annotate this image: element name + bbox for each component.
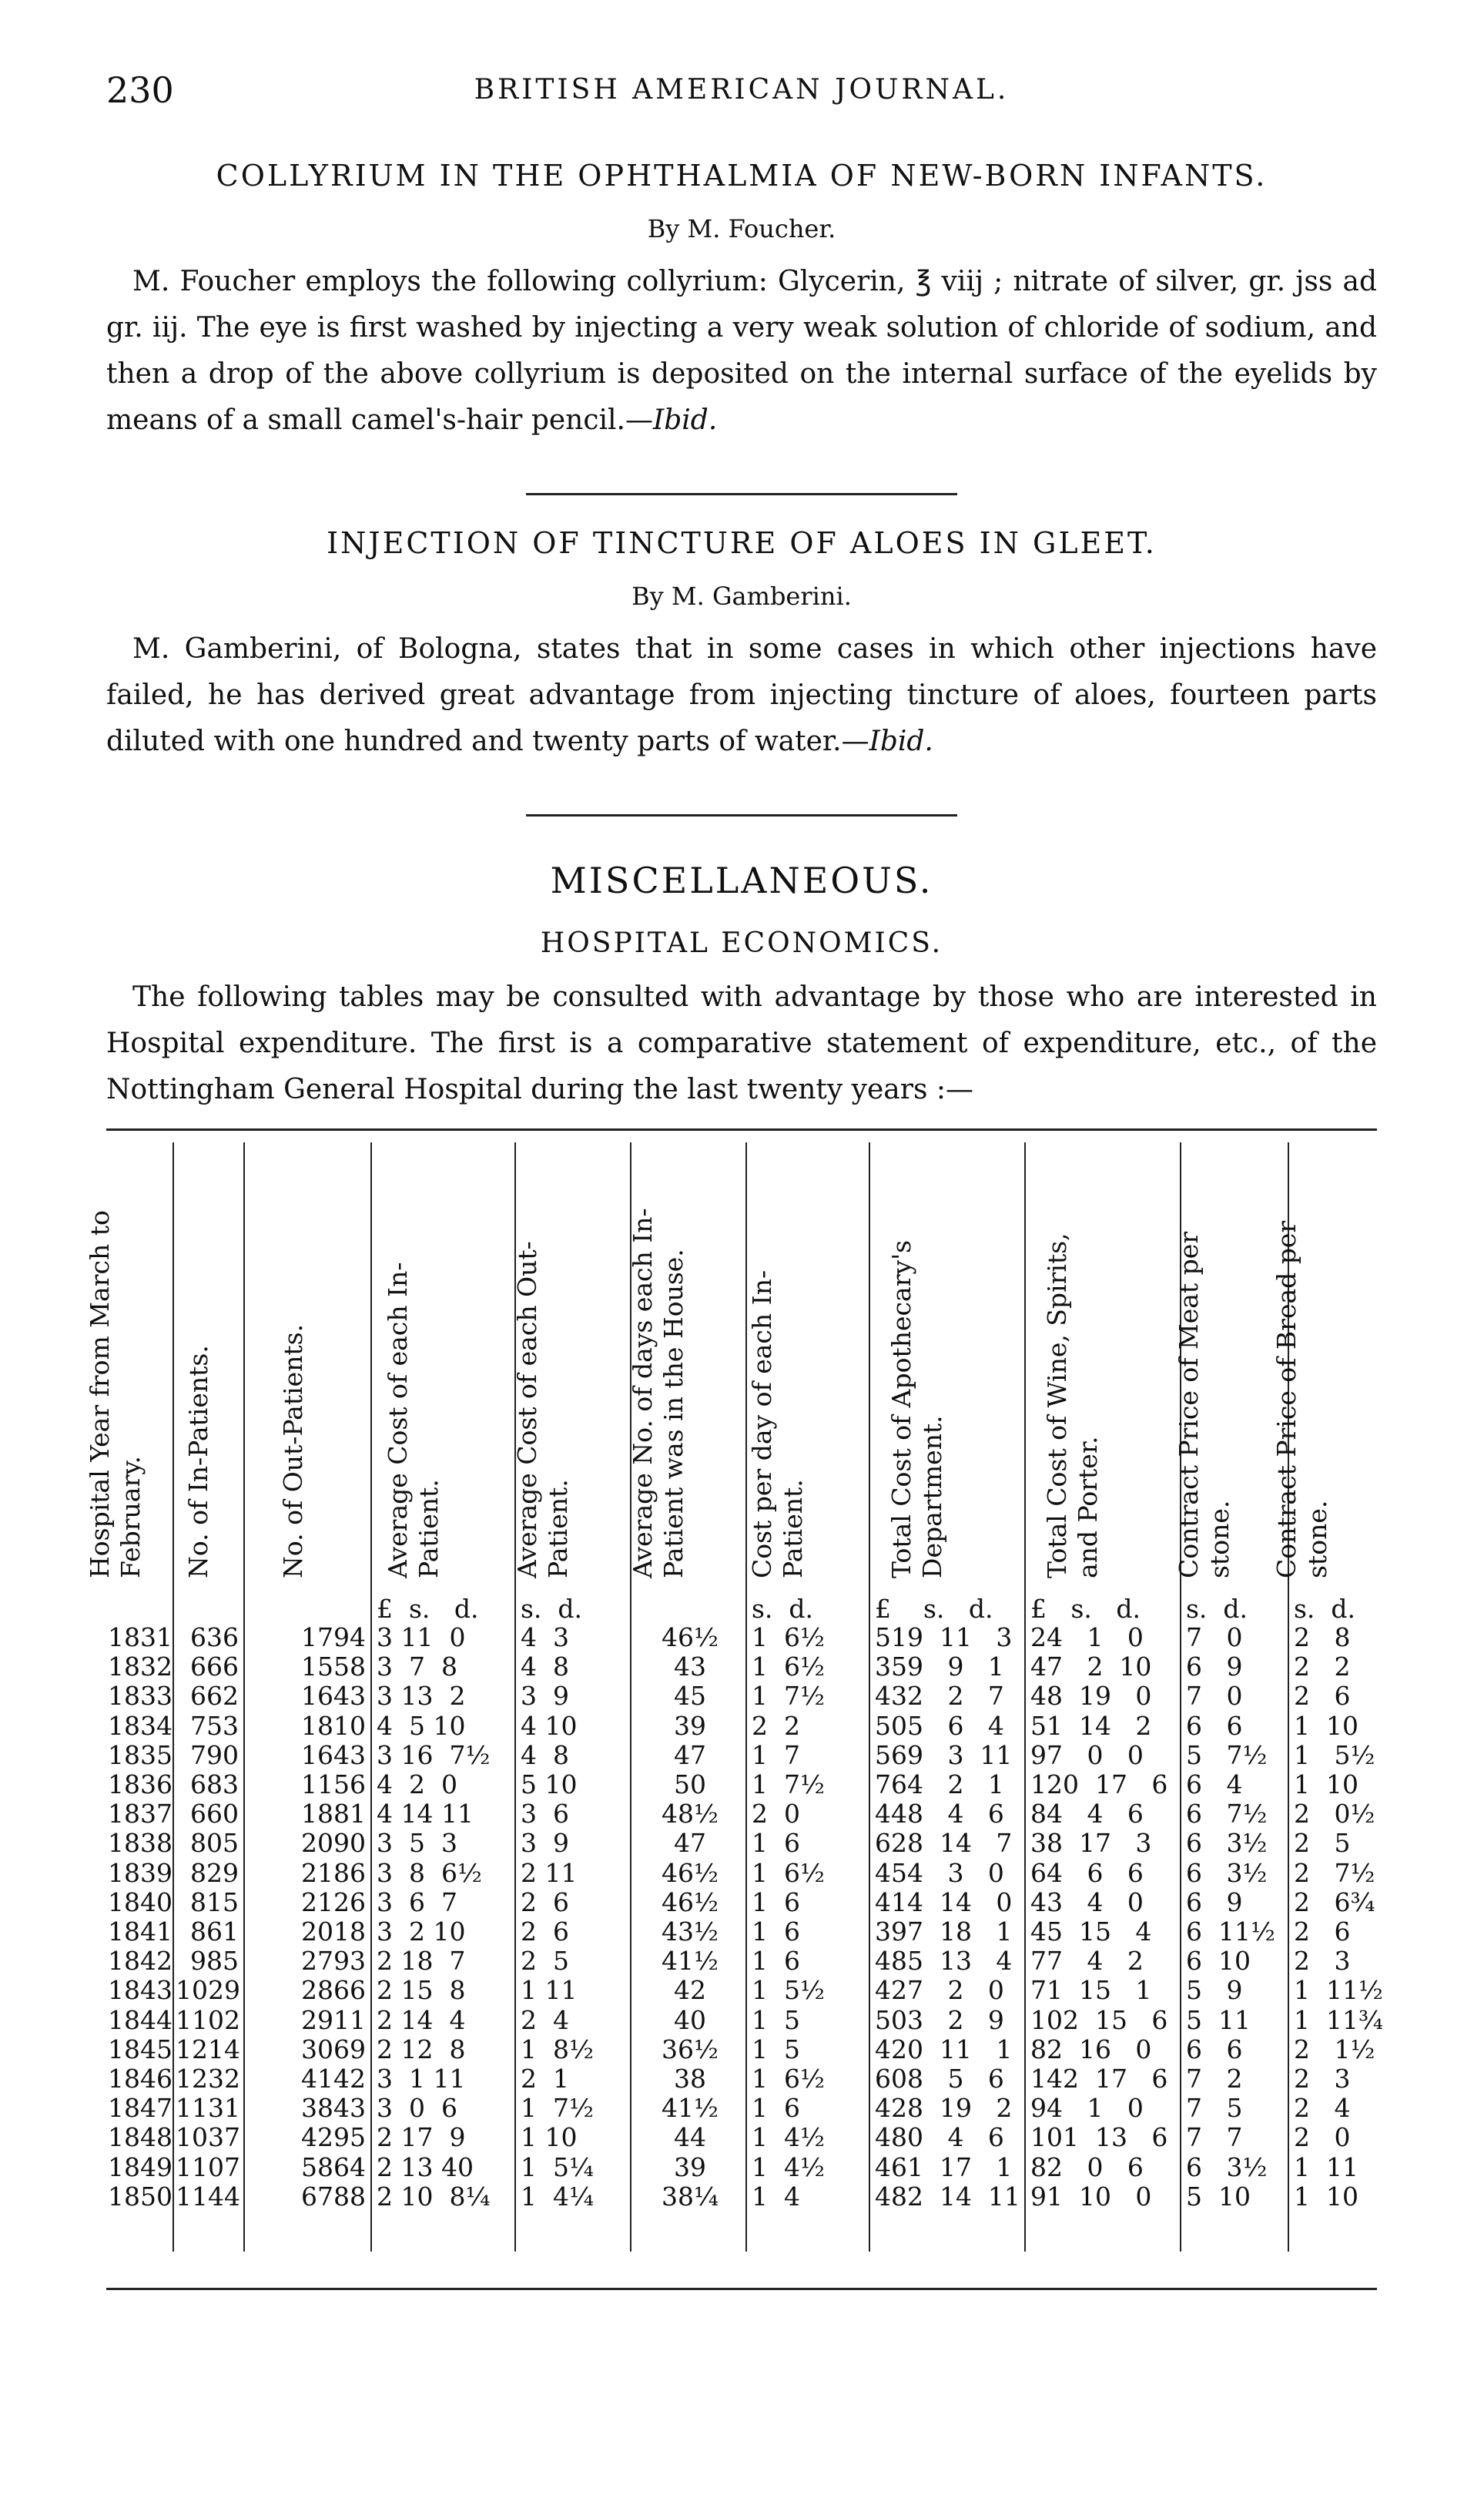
table-cell: 1 10 [1294,1710,1358,1741]
table-cell: 1 4½ [752,2122,825,2153]
table-cell: 569 3 11 [875,1739,1013,1770]
table-cell: 1102 [176,2004,240,2035]
table-cell: 2 17 9 [377,2122,466,2153]
article-body-aloes: M. Gamberini, of Bologna, states that in some cases in which other injections have failed, he has derived great advantage from injecting tincture of aloes, fourteen parts diluted with one hundred and twenty parts of water.—Ibid. [106,633,1377,757]
table-cell: 861 [190,1916,239,1947]
table-cell: 120 17 6 [1030,1769,1168,1799]
section-divider [526,493,957,495]
table-cell: 4 8 [521,1739,569,1770]
table-cell: 3 6 7 [377,1886,457,1917]
table-cell: 1 8½ [521,2034,594,2064]
table-cell: 1794 [301,1622,366,1652]
table-cell: 7 0 [1186,1622,1243,1652]
table-cell: 461 17 1 [875,2151,1013,2182]
column-header-label: Total Cost of Apothecary's Department. [886,1239,947,1578]
table-cell: 39 [674,2151,706,2182]
table-cell: 1029 [176,1975,240,2006]
table-cell: 3 5 3 [377,1828,457,1859]
column-separator [370,1142,372,2252]
table-cell: 2 8 [1294,1622,1351,1652]
column-header-label: No. of Out-Patients. [277,1323,308,1578]
column-header-label: Average Cost of each Out- Patient. [512,1241,573,1578]
table-cell: 6 3½ [1186,1828,1268,1859]
table-cell: 3 9 [521,1681,569,1712]
table-cell: 2 13 40 [377,2151,474,2182]
hospital-economics-table [85,1128,1383,2292]
table-cell: 2 4 [1294,2093,1351,2124]
row-year: 1847 [108,2093,173,2124]
table-cell: 42 [674,1975,706,2006]
table-cell: 1 7½ [752,1681,825,1712]
table-cell: 6 7½ [1186,1799,1268,1829]
table-cell: 1 5½ [752,1975,825,2006]
table-cell: 1 11½ [1294,1975,1383,2006]
row-year: 1848 [108,2122,173,2153]
table-cell: 6 11½ [1186,1916,1275,1947]
table-cell: 3 7 8 [377,1652,457,1682]
table-cell: 2 5 [1294,1828,1351,1859]
table-cell: 2 0 [1294,2122,1351,2153]
table-cell: 815 [190,1886,239,1917]
table-cell: 662 [190,1681,239,1712]
section-intro: The following tables may be consulted with advantage by those who are interested in Hospital expenditure. The first is a comparative statement of expenditure, etc., of the Nottingham General Hospital during the last twenty years :— [106,981,1377,1105]
unit-label: £ s. d. [1030,1594,1141,1624]
table-cell: 3 13 2 [377,1681,466,1712]
table-cell: 2 6 [1294,1681,1351,1712]
table-cell: 5 9 [1186,1975,1243,2006]
table-cell: 41½ [662,1946,719,1977]
byline-foucher: By M. Foucher. [647,214,836,243]
table-cell: 428 19 2 [875,2093,1013,2124]
row-year: 1849 [108,2151,173,2182]
table-cell: 2126 [301,1886,366,1917]
table-cell: 2 1 [521,2064,569,2094]
table-cell: 2 6 [521,1916,569,1947]
table-cell: 6 6 [1186,1710,1243,1741]
row-year: 1833 [108,1681,173,1712]
table-cell: 1232 [176,2064,240,2094]
table-cell: 71 15 1 [1030,1975,1152,2006]
table-cell: 427 2 0 [875,1975,1004,2006]
table-cell: 43½ [662,1916,719,1947]
table-cell: 3 16 7½ [377,1739,491,1770]
table-cell: 2 10 8¼ [377,2181,491,2212]
table-cell: 1144 [176,2181,240,2212]
table-cell: 608 5 6 [875,2064,1004,2094]
article-title-collyrium: COLLYRIUM IN THE OPHTHALMIA OF NEW-BORN INFANTS. [216,159,1268,193]
table-bottom-rule [106,2288,1377,2290]
table-cell: 505 6 4 [875,1710,1004,1741]
table-cell: 359 9 1 [875,1652,1004,1682]
table-cell: 142 17 6 [1030,2064,1168,2094]
unit-label: s. d. [752,1594,814,1624]
table-cell: 1214 [176,2034,240,2064]
table-cell: 51 14 2 [1030,1710,1152,1741]
table-cell: 1558 [301,1652,366,1682]
table-cell: 397 18 1 [875,1916,1013,1947]
table-cell: 82 0 6 [1030,2151,1144,2182]
table-cell: 1 10 [1294,2181,1358,2212]
table-cell: 3 2 10 [377,1916,466,1947]
table-cell: 3 6 [521,1799,569,1829]
table-cell: 5 10 [521,1769,578,1799]
column-separator [243,1142,245,2252]
table-cell: 1 6½ [752,1622,825,1652]
table-cell: 2 6¾ [1294,1886,1375,1917]
table-cell: 1 6 [752,1946,800,1977]
table-cell: 414 14 0 [875,1886,1013,1917]
table-cell: 94 1 0 [1030,2093,1144,2124]
table-cell: 2 1½ [1294,2034,1375,2064]
table-cell: 1 5 [752,2004,800,2035]
table-cell: 2 15 8 [377,1975,466,2006]
column-header-label: Average No. of days each In- Patient was in the House. [628,1208,688,1578]
unit-label: £ s. d. [875,1594,993,1624]
table-cell: 2 6 [1294,1916,1351,1947]
table-cell: 503 2 9 [875,2004,1004,2035]
table-cell: 7 2 [1186,2064,1243,2094]
table-top-rule [106,1128,1377,1131]
table-cell: 38 17 3 [1030,1828,1152,1859]
table-cell: 5 11 [1186,2004,1251,2035]
table-cell: 102 15 6 [1030,2004,1168,2035]
table-cell: 1 6½ [752,1857,825,1888]
table-cell: 7 5 [1186,2093,1243,2124]
table-cell: 1 7 [752,1739,800,1770]
table-cell: 39 [674,1710,706,1741]
table-cell: 2 12 8 [377,2034,466,2064]
table-cell: 2186 [301,1857,366,1888]
table-cell: 1881 [301,1799,366,1829]
table-cell: 46½ [662,1857,719,1888]
table-cell: 1 11 [521,1975,578,2006]
table-cell: 432 2 7 [875,1681,1004,1712]
unit-label: £ s. d. [377,1594,479,1624]
table-cell: 636 [190,1622,239,1652]
row-year: 1842 [108,1946,173,1977]
table-cell: 3 8 6½ [377,1857,482,1888]
table-cell: 38 [674,2064,706,2094]
table-cell: 3 11 0 [377,1622,466,1652]
column-separator [173,1142,174,2252]
table-cell: 2 0½ [1294,1799,1375,1829]
table-cell: 46½ [662,1622,719,1652]
column-header-label: No. of In-Patients. [183,1345,213,1578]
table-cell: 666 [190,1652,239,1682]
table-cell: 1 6 [752,1828,800,1859]
table-cell: 4 3 [521,1622,569,1652]
table-cell: 7 7 [1186,2122,1243,2153]
table-cell: 829 [190,1857,239,1888]
table-cell: 6 9 [1186,1652,1243,1682]
table-cell: 47 [674,1828,706,1859]
table-cell: 2 0 [752,1799,800,1829]
table-cell: 2911 [301,2004,366,2035]
table-cell: 2793 [301,1946,366,1977]
row-year: 1845 [108,2034,173,2064]
table-cell: 4 10 [521,1710,578,1741]
table-cell: 47 2 10 [1030,1652,1152,1682]
table-cell: 5 7½ [1186,1739,1268,1770]
row-year: 1831 [108,1622,173,1652]
table-cell: 2090 [301,1828,366,1859]
row-year: 1841 [108,1916,173,1947]
table-cell: 1 7½ [521,2093,594,2124]
column-header-label: Contract Price of Bread per stone. [1271,1220,1332,1578]
unit-label: s. d. [521,1594,583,1624]
table-cell: 2 18 7 [377,1946,466,1977]
column-header-label: Average Cost of each In- Patient. [382,1262,444,1578]
table-cell: 1 4¼ [521,2181,594,2212]
table-cell: 47 [674,1739,706,1770]
article-title-aloes: INJECTION OF TINCTURE OF ALOES IN GLEET. [327,526,1157,560]
table-cell: 6 6 [1186,2034,1243,2064]
row-year: 1840 [108,1886,173,1917]
table-cell: 1 6½ [752,1652,825,1682]
table-cell: 519 11 3 [875,1622,1013,1652]
table-cell: 4142 [301,2064,366,2094]
table-cell: 1 6 [752,1886,800,1917]
table-cell: 4 2 0 [377,1769,457,1799]
table-cell: 1 11 [1294,2151,1358,2182]
table-cell: 38¼ [662,2181,719,2212]
table-cell: 1 7½ [752,1769,825,1799]
table-cell: 41½ [662,2093,719,2124]
table-cell: 7 0 [1186,1681,1243,1712]
row-year: 1843 [108,1975,173,2006]
unit-label: s. d. [1186,1594,1248,1624]
table-cell: 2 2 [752,1710,800,1741]
table-cell: 97 0 0 [1030,1739,1144,1770]
table-cell: 46½ [662,1886,719,1917]
table-cell: 1131 [176,2093,240,2124]
column-header-label: Cost per day of each In- Patient. [747,1269,808,1578]
table-cell: 1 10 [521,2122,578,2153]
table-cell: 1643 [301,1739,366,1770]
table-cell: 482 14 11 [875,2181,1020,2212]
row-year: 1835 [108,1739,173,1770]
table-cell: 2 5 [521,1946,569,1977]
table-cell: 6 3½ [1186,2151,1268,2182]
table-cell: 4 8 [521,1652,569,1682]
row-year: 1834 [108,1710,173,1741]
table-cell: 40 [674,2004,706,2035]
row-year: 1836 [108,1769,173,1799]
byline-gamberini: By M. Gamberini. [631,582,852,611]
table-cell: 660 [190,1799,239,1829]
table-cell: 3843 [301,2093,366,2124]
row-year: 1837 [108,1799,173,1829]
table-cell: 77 4 2 [1030,1946,1144,1977]
table-cell: 64 6 6 [1030,1857,1144,1888]
table-cell: 24 1 0 [1030,1622,1144,1652]
table-cell: 2 3 [1294,1946,1351,1977]
column-separator [1024,1142,1026,2252]
table-cell: 2866 [301,1975,366,2006]
section-title: MISCELLANEOUS. [550,860,933,901]
table-cell: 91 10 0 [1030,2181,1152,2212]
table-cell: 2 4 [521,2004,569,2035]
table-cell: 3 1 11 [377,2064,466,2094]
table-cell: 2 3 [1294,2064,1351,2094]
table-cell: 2018 [301,1916,366,1947]
table-cell: 6 3½ [1186,1857,1268,1888]
table-cell: 683 [190,1769,239,1799]
row-year: 1850 [108,2181,173,2212]
table-cell: 36½ [662,2034,719,2064]
row-year: 1838 [108,1828,173,1859]
table-cell: 420 11 1 [875,2034,1013,2064]
table-cell: 6788 [301,2181,366,2212]
table-cell: 1 10 [1294,1769,1358,1799]
table-cell: 485 13 4 [875,1946,1013,1977]
table-cell: 48½ [662,1799,719,1829]
table-cell: 480 4 6 [875,2122,1004,2153]
row-year: 1846 [108,2064,173,2094]
table-cell: 4295 [301,2122,366,2153]
table-cell: 45 [674,1681,706,1712]
page-header [106,69,1377,131]
table-cell: 84 4 6 [1030,1799,1144,1829]
table-cell: 1156 [301,1769,366,1799]
column-header-label: Total Cost of Wine, Spirits, and Porter. [1042,1232,1103,1578]
table-cell: 6 4 [1186,1769,1243,1799]
table-cell: 101 13 6 [1030,2122,1168,2153]
table-cell: 805 [190,1828,239,1859]
table-cell: 628 14 7 [875,1828,1013,1859]
table-cell: 3069 [301,2034,366,2064]
table-cell: 50 [674,1769,706,1799]
table-cell: 43 4 0 [1030,1886,1144,1917]
table-cell: 45 15 4 [1030,1916,1152,1947]
table-cell: 985 [190,1946,239,1977]
table-cell: 44 [674,2122,706,2153]
table-cell: 1 11¾ [1294,2004,1383,2035]
table-cell: 1107 [176,2151,240,2182]
table-cell: 2 2 [1294,1652,1351,1682]
table-cell: 43 [674,1652,706,1682]
section-divider [526,814,957,817]
running-title: BRITISH AMERICAN JOURNAL. [474,74,1010,106]
row-year: 1839 [108,1857,173,1888]
table-cell: 1037 [176,2122,240,2153]
table-cell: 1 5¼ [521,2151,594,2182]
column-header-label: Contract Price of Meat per stone. [1174,1231,1234,1578]
table-cell: 1 5 [752,2034,800,2064]
table-cell: 2 14 4 [377,2004,466,2035]
table-cell: 1 4 [752,2181,800,2212]
table-cell: 6 9 [1186,1886,1243,1917]
table-cell: 1 6 [752,2093,800,2124]
table-cell: 5864 [301,2151,366,2182]
table-cell: 4 5 10 [377,1710,466,1741]
table-cell: 1 6 [752,1916,800,1947]
table-cell: 1 5½ [1294,1739,1375,1770]
table-cell: 5 10 [1186,2181,1251,2212]
table-cell: 2 7½ [1294,1857,1375,1888]
section-subtitle: HOSPITAL ECONOMICS. [540,927,943,959]
table-cell: 790 [190,1739,239,1770]
table-cell: 48 19 0 [1030,1681,1152,1712]
table-cell: 4 14 11 [377,1799,474,1829]
table-cell: 1643 [301,1681,366,1712]
table-cell: 2 11 [521,1857,578,1888]
table-cell: 1 4½ [752,2151,825,2182]
article-body-collyrium: M. Foucher employs the following collyrium: Glycerin, ℥ viij ; nitrate of silver, gr. jss ad gr. iij. The eye is first washed by injecting a very weak solution of chloride of sodium, and then a drop of the above collyrium is deposited on the internal surface of the eyelids by means of a small camel's-hair pencil.—Ibid. [106,266,1377,436]
table-cell: 2 6 [521,1886,569,1917]
table-cell: 82 16 0 [1030,2034,1152,2064]
table-cell: 753 [190,1710,239,1741]
column-header-label: Hospital Year from March to February. [85,1210,146,1578]
table-cell: 454 3 0 [875,1857,1004,1888]
row-year: 1844 [108,2004,173,2035]
column-separator [869,1142,870,2252]
table-cell: 3 9 [521,1828,569,1859]
table-cell: 764 2 1 [875,1769,1004,1799]
table-cell: 1 6½ [752,2064,825,2094]
table-cell: 3 0 6 [377,2093,457,2124]
table-cell: 1810 [301,1710,366,1741]
table-cell: 448 4 6 [875,1799,1004,1829]
row-year: 1832 [108,1652,173,1682]
page-number: 230 [106,69,174,111]
unit-label: s. d. [1294,1594,1356,1624]
table-cell: 6 10 [1186,1946,1251,1977]
